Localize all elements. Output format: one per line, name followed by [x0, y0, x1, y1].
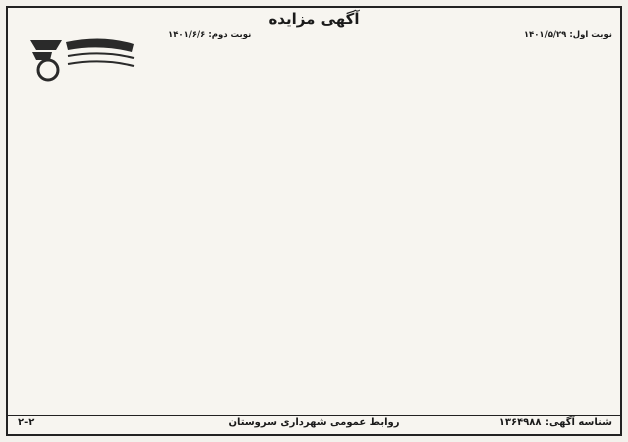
terms-line — [16, 185, 612, 197]
terms-line — [16, 162, 612, 174]
page-title: آگهی مزایده — [268, 10, 360, 28]
terms-line — [16, 208, 612, 220]
terms-line — [16, 347, 612, 359]
terms-line — [16, 243, 612, 255]
footer — [8, 416, 620, 432]
intro-line — [148, 68, 612, 80]
terms-line — [16, 336, 612, 348]
second-publication-label: نوبت دوم: — [208, 30, 252, 40]
terms-line — [16, 266, 612, 278]
terms-line — [16, 290, 612, 302]
terms-line — [16, 104, 612, 116]
ad-number-value: ۱۳۶۴۹۸۸ — [498, 417, 542, 428]
terms-line — [16, 232, 612, 244]
terms-line — [16, 278, 612, 290]
intro-line — [148, 56, 612, 68]
first-publication-date — [524, 30, 612, 40]
terms-line — [16, 255, 612, 267]
intro-line — [148, 44, 612, 56]
terms-line — [16, 174, 612, 186]
advertisement-page — [6, 6, 622, 436]
terms-line — [16, 150, 612, 162]
terms-line — [16, 394, 612, 406]
terms-line — [16, 220, 612, 232]
terms-text — [16, 104, 612, 405]
intro-line — [148, 80, 612, 92]
terms-line — [16, 324, 612, 336]
first-publication-label: نوبت اول: — [569, 30, 612, 40]
second-publication-date — [168, 30, 251, 40]
terms-line — [16, 382, 612, 394]
intro-line — [148, 92, 612, 104]
ad-number-label: شناسه آگهی: — [544, 417, 612, 428]
terms-line — [16, 116, 612, 128]
terms-line — [16, 371, 612, 383]
terms-line — [16, 139, 612, 151]
terms-line — [16, 301, 612, 313]
terms-line — [16, 359, 612, 371]
intro-text — [148, 44, 612, 104]
terms-line — [16, 313, 612, 325]
second-publication-value: ۱۴۰۱/۶/۶ — [168, 30, 206, 40]
terms-line — [16, 197, 612, 209]
terms-line — [16, 127, 612, 139]
page-number: ۲-۲ — [18, 417, 35, 428]
first-publication-value: ۱۴۰۱/۵/۲۹ — [523, 30, 567, 40]
publisher-department: روابط عمومی شهرداری سروستان — [228, 417, 400, 428]
municipality-emblem-icon — [22, 30, 142, 92]
